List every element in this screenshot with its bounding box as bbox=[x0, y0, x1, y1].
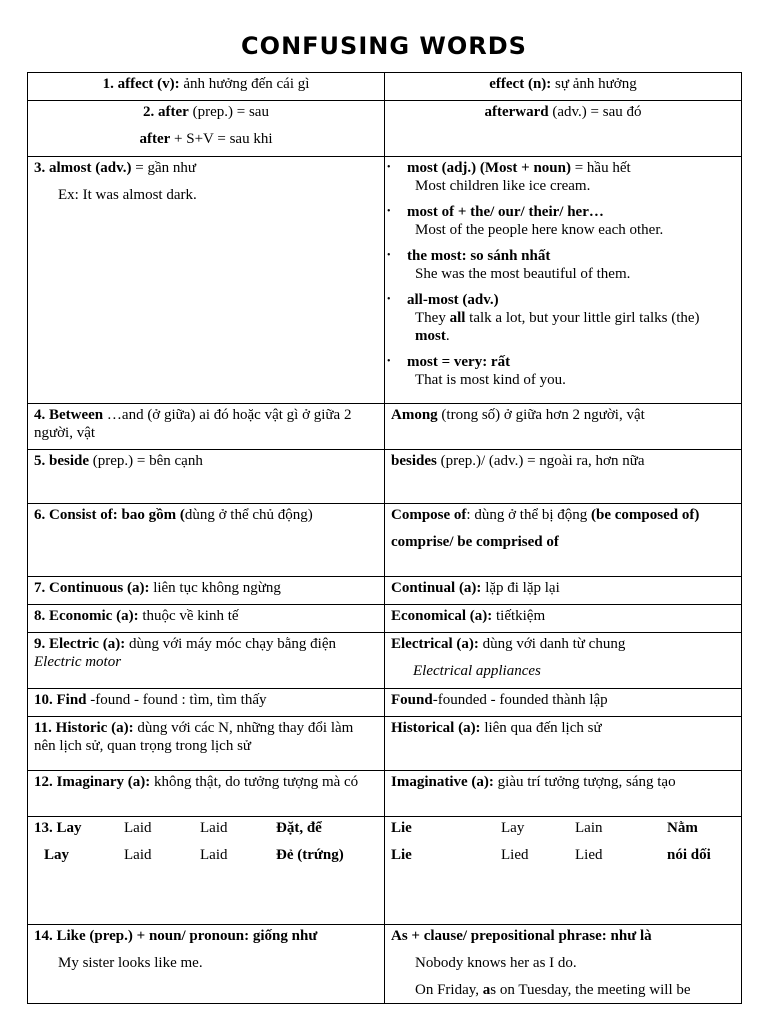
table-row bbox=[28, 101, 742, 157]
verb-meaning: Nằm bbox=[667, 820, 698, 836]
term: 6. Consist of: bao gồm ( bbox=[34, 507, 185, 523]
definition: -found - found : tìm, tìm thấy bbox=[86, 692, 267, 708]
example: Electric motor bbox=[34, 654, 122, 670]
verb-base: Lie bbox=[391, 847, 412, 863]
example: Nobody knows her as I do. bbox=[415, 955, 577, 971]
table-cell bbox=[385, 504, 742, 577]
term: most (adj.) (Most + noun) bbox=[407, 160, 571, 176]
table-cell bbox=[385, 689, 742, 717]
example-text: talk a lot, but your little girl talks (the) bbox=[465, 310, 700, 326]
definition: liên qua đến lịch sử bbox=[480, 720, 602, 736]
table-cell bbox=[385, 605, 742, 633]
example-emphasis: most bbox=[415, 328, 446, 344]
example: She was the most beautiful of them. bbox=[415, 266, 631, 282]
term: effect (n): bbox=[489, 76, 552, 92]
vocab-table bbox=[27, 72, 742, 1004]
term: 14. Like (prep.) + noun/ pronoun: giống như bbox=[34, 928, 318, 944]
term: 1. affect (v): bbox=[102, 76, 180, 92]
term: 3. almost (adv.) bbox=[34, 160, 132, 176]
table-row bbox=[28, 450, 742, 504]
table-cell bbox=[28, 101, 385, 157]
verb-past: Laid bbox=[124, 847, 152, 863]
example-text: . bbox=[445, 328, 450, 344]
table-cell bbox=[28, 577, 385, 605]
definition: giàu trí tưởng tượng, sáng tạo bbox=[493, 774, 676, 790]
list-item bbox=[391, 353, 735, 389]
definition: …and (ở giữa) ai đó hoặc vật gì ở giữa 2 người, vật bbox=[34, 407, 352, 441]
definition: = gần như bbox=[131, 160, 196, 176]
definition: sự ảnh hưởng bbox=[551, 76, 637, 92]
definition: lặp đi lặp lại bbox=[481, 580, 560, 596]
table-cell bbox=[385, 73, 742, 101]
table-row bbox=[28, 925, 742, 1004]
table-cell bbox=[28, 73, 385, 101]
example: Electrical appliances bbox=[413, 663, 541, 679]
term: 8. Economic (a): bbox=[34, 608, 139, 624]
table-row bbox=[28, 771, 742, 817]
table-row bbox=[28, 817, 742, 925]
definition: ảnh hưởng đến cái gì bbox=[179, 76, 310, 92]
term: Electrical (a): bbox=[391, 636, 479, 652]
table-cell bbox=[28, 689, 385, 717]
table-row bbox=[28, 157, 742, 404]
example: Most children like ice cream. bbox=[415, 178, 591, 194]
table-cell bbox=[385, 157, 742, 404]
term: 10. Find bbox=[34, 692, 87, 708]
definition: : dùng ở thể bị động bbox=[466, 507, 592, 523]
list-item bbox=[391, 203, 735, 239]
verb-past: Laid bbox=[124, 820, 152, 836]
list-item bbox=[391, 159, 735, 195]
term: most of + the/ our/ their/ her… bbox=[407, 204, 604, 220]
verb-meaning: Đẻ (trứng) bbox=[276, 847, 344, 863]
table-row bbox=[28, 577, 742, 605]
table-cell bbox=[385, 101, 742, 157]
table-cell bbox=[385, 577, 742, 605]
term: the most: so sánh nhất bbox=[407, 248, 551, 264]
verb-forms-row bbox=[34, 846, 378, 864]
example-emphasis: all bbox=[449, 310, 466, 326]
verb-participle: Lied bbox=[575, 847, 603, 863]
verb-base: Lie bbox=[391, 820, 412, 836]
verb-meaning: nói dối bbox=[667, 847, 711, 863]
table-cell bbox=[385, 771, 742, 817]
verb-forms-row bbox=[391, 846, 735, 864]
table-cell bbox=[385, 717, 742, 771]
definition: dùng với danh từ chung bbox=[478, 636, 626, 652]
definition: (trong số) ở giữa hơn 2 người, vật bbox=[437, 407, 645, 423]
table-cell bbox=[28, 504, 385, 577]
definition: dùng với các N, những thay đổi làm nên lịch sử, quan trọng trong lịch sử bbox=[34, 720, 354, 754]
term: Continual (a): bbox=[391, 580, 482, 596]
example-text: They bbox=[415, 310, 450, 326]
definition: (adv.) = sau đó bbox=[548, 104, 642, 120]
example: My sister looks like me. bbox=[58, 955, 203, 971]
table-row bbox=[28, 689, 742, 717]
term-note: (be composed of) bbox=[591, 507, 700, 523]
table-cell bbox=[28, 605, 385, 633]
term: comprise/ be comprised of bbox=[391, 534, 559, 550]
table-row bbox=[28, 605, 742, 633]
table-cell bbox=[385, 925, 742, 1004]
example-emphasis: a bbox=[482, 982, 491, 998]
table-cell bbox=[28, 633, 385, 689]
term: 5. beside bbox=[34, 453, 90, 469]
table-cell bbox=[28, 817, 385, 925]
verb-forms-row bbox=[391, 819, 735, 837]
term: 9. Electric (a): bbox=[34, 636, 126, 652]
definition: không thật, do tưởng tượng mà có bbox=[150, 774, 359, 790]
example bbox=[407, 309, 735, 345]
term: 2. after bbox=[143, 104, 189, 120]
page-title: CONFUSING WORDS bbox=[241, 32, 527, 60]
table-cell bbox=[385, 817, 742, 925]
table-cell bbox=[28, 450, 385, 504]
example-text: s on Tuesday, the meeting will be bbox=[490, 982, 691, 998]
list-item bbox=[391, 247, 735, 283]
table-cell bbox=[28, 771, 385, 817]
definition: liên tục không ngừng bbox=[149, 580, 281, 596]
list-item bbox=[391, 291, 735, 345]
definition: dùng với máy móc chạy bằng điện bbox=[125, 636, 337, 652]
definition: thuộc về kinh tế bbox=[138, 608, 239, 624]
term: 11. Historic (a): bbox=[34, 720, 134, 736]
definition: dùng ở thể chủ động) bbox=[184, 507, 313, 523]
table-row bbox=[28, 504, 742, 577]
verb-past: Lay bbox=[501, 820, 525, 836]
term: after bbox=[139, 131, 171, 147]
definition: = hầu hết bbox=[570, 160, 631, 176]
table-cell bbox=[28, 925, 385, 1004]
definition: (prep.) = bên cạnh bbox=[89, 453, 203, 469]
verb-forms-row bbox=[34, 819, 378, 837]
verb-base: Lay bbox=[44, 847, 70, 863]
term: afterward bbox=[484, 104, 549, 120]
table-row bbox=[28, 404, 742, 450]
table-cell bbox=[385, 450, 742, 504]
term: besides bbox=[391, 453, 437, 469]
term: all-most (adv.) bbox=[407, 292, 499, 308]
term: 12. Imaginary (a): bbox=[34, 774, 151, 790]
verb-participle: Lain bbox=[575, 820, 603, 836]
example: Ex: It was almost dark. bbox=[58, 187, 197, 203]
term: Imaginative (a): bbox=[391, 774, 494, 790]
term: 7. Continuous (a): bbox=[34, 580, 150, 596]
term: most = very: rất bbox=[407, 354, 511, 370]
example-text: On Friday, bbox=[415, 982, 483, 998]
definition: -founded - founded thành lập bbox=[432, 692, 608, 708]
table-row bbox=[28, 633, 742, 689]
table-row bbox=[28, 717, 742, 771]
term: As + clause/ prepositional phrase: như là bbox=[391, 928, 652, 944]
term: Historical (a): bbox=[391, 720, 481, 736]
table-cell bbox=[385, 404, 742, 450]
example: That is most kind of you. bbox=[415, 372, 566, 388]
definition: (prep.) = sau bbox=[188, 104, 269, 120]
term: Among bbox=[391, 407, 438, 423]
table-cell bbox=[28, 404, 385, 450]
term: 4. Between bbox=[34, 407, 104, 423]
verb-participle: Laid bbox=[200, 820, 228, 836]
verb-base: 13. Lay bbox=[34, 820, 82, 836]
definition: + S+V = sau khi bbox=[170, 131, 273, 147]
table-row bbox=[28, 73, 742, 101]
verb-meaning: Đặt, để bbox=[276, 820, 322, 836]
definition: (prep.)/ (adv.) = ngoài ra, hơn nữa bbox=[436, 453, 645, 469]
example bbox=[391, 981, 735, 999]
table-cell bbox=[28, 717, 385, 771]
example: Most of the people here know each other. bbox=[415, 222, 664, 238]
definition: tiếtkiệm bbox=[492, 608, 546, 624]
table-cell bbox=[28, 157, 385, 404]
term: Economical (a): bbox=[391, 608, 493, 624]
term: Found bbox=[391, 692, 433, 708]
verb-past: Lied bbox=[501, 847, 529, 863]
table-cell bbox=[385, 633, 742, 689]
verb-participle: Laid bbox=[200, 847, 228, 863]
term: Compose of bbox=[391, 507, 467, 523]
